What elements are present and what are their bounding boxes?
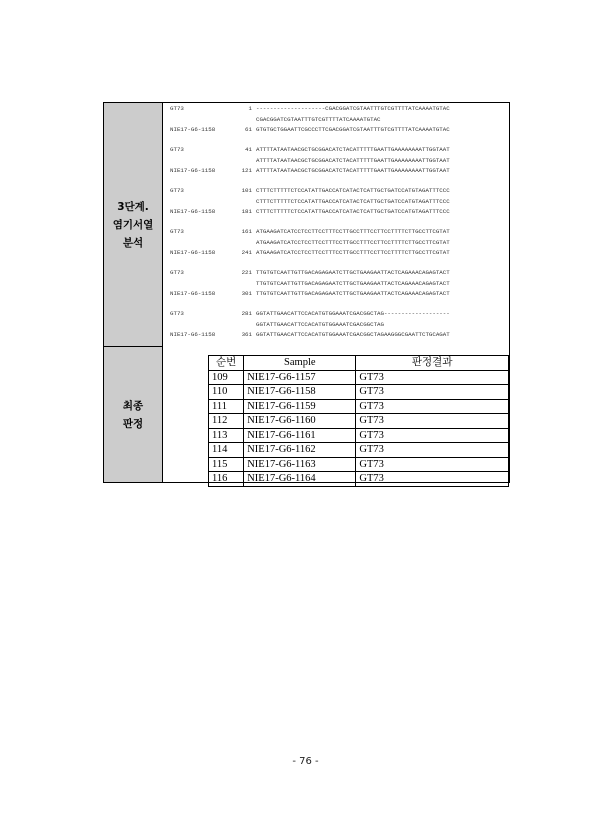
alignment-line	[170, 331, 450, 339]
page-number: - 76 -	[292, 756, 319, 767]
table-row	[209, 472, 509, 487]
alignment-sequence: GGTATTGAACATTCCACATGTGGAAATCGACGGCTAG-------------------	[256, 310, 450, 317]
table-row	[209, 399, 509, 414]
alignment-position: 61	[245, 126, 252, 133]
final-label: 최종 판정	[122, 399, 144, 430]
alignment-position: 41	[245, 146, 252, 153]
alignment-seq-name: GT73	[170, 146, 184, 153]
alignment-sequence: CTTTCTTTTTCTCCATATTGACCATCATACTCATTGCTGATCCATGTAGATTTCCC	[256, 197, 450, 205]
alignment-line	[170, 198, 450, 206]
row-sample: NIE17-G6-1158	[244, 385, 356, 400]
alignment-line	[170, 126, 450, 134]
row-result: GT73	[356, 385, 509, 400]
table-row	[209, 385, 509, 400]
alignment-sequence: ATGAAGATCATCCTCCTTCCTTTCCTTGCCTTTCCTTCCTTTTCTTGCCTTCGTAT	[256, 228, 450, 235]
header-sample: Sample	[244, 356, 356, 371]
alignment-seq-name: GT73	[170, 187, 184, 194]
row-index: 111	[209, 399, 244, 414]
analysis-table	[103, 102, 510, 483]
alignment-position: 181	[241, 208, 252, 215]
row-result: GT73	[356, 399, 509, 414]
row-index: 115	[209, 457, 244, 472]
alignment-sequence: ATGAAGATCATCCTCCTTCCTTTCCTTGCCTTTCCTTCCTTTTCTTGCCTTCGTAT	[256, 238, 450, 246]
stage3-label: 3단계. 염기서열 분석	[112, 200, 154, 249]
alignment-sequence: CTTTCTTTTTCTCCATATTGACCATCATACTCATTGCTGATCCATGTAGATTTCCC	[256, 208, 450, 215]
alignment-position: 281	[241, 310, 252, 317]
alignment-line	[170, 269, 450, 277]
alignment-sequence: ATTTTATAATAACGCTGCGGACATCTACATTTTTGAATTGAAAAAAAATTGGTAAT	[256, 167, 450, 174]
alignment-line	[170, 310, 450, 318]
alignment-line	[170, 290, 450, 298]
alignment-seq-name: NIE17-G6-1158	[170, 331, 216, 338]
alignment-line	[170, 157, 450, 165]
alignment-sequence: TTGTGTCAATTGTTGACAGAGAATCTTGCTGAAGAATTACTCAGAAACAGAGTACT	[256, 279, 450, 287]
alignment-seq-name: NIE17-G6-1158	[170, 167, 216, 174]
row-index: 112	[209, 414, 244, 429]
final-result-cell	[104, 347, 509, 485]
alignment-sequence: ATTTTATAATAACGCTGCGGACATCTACATTTTTGAATTGAAAAAAAATTGGTAAT	[256, 156, 450, 164]
row-result: GT73	[356, 443, 509, 458]
row-result: GT73	[356, 457, 509, 472]
table-row	[209, 370, 509, 385]
alignment-seq-name: GT73	[170, 105, 184, 112]
alignment-seq-name: NIE17-G6-1158	[170, 249, 216, 256]
alignment-position: 301	[241, 290, 252, 297]
alignment-line	[170, 228, 450, 236]
alignment-seq-name: NIE17-G6-1158	[170, 126, 216, 133]
alignment-line	[170, 105, 450, 113]
row-result: GT73	[356, 414, 509, 429]
stage3-label-cell	[104, 103, 163, 347]
row-result: GT73	[356, 428, 509, 443]
alignment-position: 121	[241, 167, 252, 174]
row-index: 110	[209, 385, 244, 400]
row-index: 109	[209, 370, 244, 385]
table-row	[209, 443, 509, 458]
alignment-sequence: GTGTGCTGGAATTCGCCCTTCGACGGATCGTAATTTGTCGTTTTATCAAAATGTAC	[256, 126, 450, 133]
alignment-line	[170, 167, 450, 175]
alignment-seq-name: GT73	[170, 269, 184, 276]
row-result: GT73	[356, 370, 509, 385]
row-index: 114	[209, 443, 244, 458]
alignment-line	[170, 187, 450, 195]
alignment-line	[170, 239, 450, 247]
alignment-sequence: CGACGGATCGTAATTTGTCGTTTTATCAAAATGTAC	[256, 115, 381, 123]
alignment-sequence: GGTATTGAACATTCCACATGTGGAAATCGACGGCTAGAAGGGCGAATTCTGCAGAT	[256, 331, 450, 338]
alignment-seq-name: GT73	[170, 228, 184, 235]
row-sample: NIE17-G6-1159	[244, 399, 356, 414]
alignment-position: 361	[241, 331, 252, 338]
alignment-position: 221	[241, 269, 252, 276]
alignment-position: 101	[241, 187, 252, 194]
table-row	[209, 457, 509, 472]
alignment-position: 241	[241, 249, 252, 256]
header-result: 판정결과	[356, 356, 509, 371]
row-sample: NIE17-G6-1164	[244, 472, 356, 487]
alignment-sequence: --------------------CGACGGATCGTAATTTGTCGTTTTATCAAAATGTAC	[256, 105, 450, 112]
row-sample: NIE17-G6-1162	[244, 443, 356, 458]
alignment-sequence: TTGTGTCAATTGTTGACAGAGAATCTTGCTGAAGAATTACTCAGAAACAGAGTACT	[256, 290, 450, 297]
alignment-sequence: ATGAAGATCATCCTCCTTCCTTTCCTTGCCTTTCCTTCCTTTTCTTGCCTTCGTAT	[256, 249, 450, 256]
row-index: 113	[209, 428, 244, 443]
alignment-line	[170, 208, 450, 216]
alignment-sequence: ATTTTATAATAACGCTGCGGACATCTACATTTTTGAATTGAAAAAAAATTGGTAAT	[256, 146, 450, 153]
row-sample: NIE17-G6-1161	[244, 428, 356, 443]
table-row	[209, 428, 509, 443]
row-index: 116	[209, 472, 244, 487]
alignment-sequence: TTGTGTCAATTGTTGACAGAGAATCTTGCTGAAGAATTACTCAGAAACAGAGTACT	[256, 269, 450, 276]
alignment-position: 161	[241, 228, 252, 235]
alignment-seq-name: NIE17-G6-1158	[170, 290, 216, 297]
alignment-line	[170, 280, 450, 288]
row-sample: NIE17-G6-1163	[244, 457, 356, 472]
result-table-header	[209, 356, 509, 371]
alignment-line	[170, 321, 384, 329]
alignment-position: 1	[248, 105, 252, 112]
sequence-alignment	[164, 103, 509, 346]
header-index: 순번	[209, 356, 244, 371]
alignment-line	[170, 116, 381, 124]
row-result: GT73	[356, 472, 509, 487]
alignment-line	[170, 249, 450, 257]
row-sample: NIE17-G6-1160	[244, 414, 356, 429]
alignment-sequence: CTTTCTTTTTCTCCATATTGACCATCATACTCATTGCTGATCCATGTAGATTTCCC	[256, 187, 450, 194]
alignment-sequence: GGTATTGAACATTCCACATGTGGAAATCGACGGCTAG	[256, 320, 384, 328]
alignment-seq-name: NIE17-G6-1158	[170, 208, 216, 215]
table-row	[209, 414, 509, 429]
alignment-line	[170, 146, 450, 154]
alignment-seq-name: GT73	[170, 310, 184, 317]
result-table	[208, 355, 509, 487]
row-sample: NIE17-G6-1157	[244, 370, 356, 385]
